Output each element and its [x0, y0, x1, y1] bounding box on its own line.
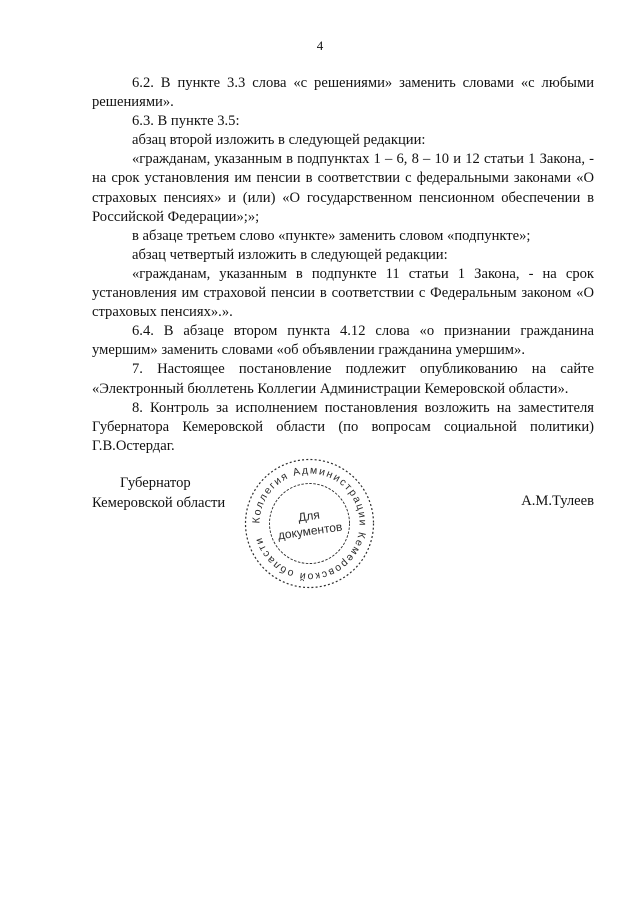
official-seal — [242, 456, 377, 591]
paragraph: в абзаце третьем слово «пункте» заменить словом «подпункте»; — [132, 227, 531, 244]
paragraph: 8. Контроль за исполнением постановления возложить на заместителя Губернатора Кемеровской области (по вопросам социальной политики) Г.В.Остердаг. — [92, 399, 594, 454]
paragraph: «гражданам, указанным в подпункте 11 статьи 1 Закона, - на срок установления им страховой пенсии в соответствии с Федеральным законом «О страховых пенсиях».». — [92, 265, 594, 321]
page-number: 4 — [316, 38, 324, 53]
signatory-title-line2: Кемеровской области — [92, 494, 226, 511]
paragraph: 6.2. В пункте 3.3 слова «с решениями» заменить словами «с любыми решениями». — [92, 75, 594, 111]
paragraph: абзац второй изложить в следующей редакции: — [132, 132, 426, 149]
seal-ring-textpath: Коллегия Администрации Кемеровской области — [250, 464, 369, 583]
paragraph: абзац четвертый изложить в следующей редакции: — [132, 246, 448, 263]
paragraph: 7. Настоящее постановление подлежит опубликованию на сайте «Электронный бюллетень Коллегии Администрации Кемеровской области». — [92, 361, 594, 397]
signatory-title — [92, 474, 242, 513]
seal-center-line2: документов — [276, 519, 344, 543]
paragraph: «гражданам, указанным в подпунктах 1 – 6, 8 – 10 и 12 статьи 1 Закона, - на срок установления им пенсии в соответствии с федеральными законами «О страховых пенсиях» и (или) «О государственном пенсионном обеспечении в Российской Федерации»;»; — [92, 151, 594, 225]
paragraph: 6.4. В абзаце втором пункта 4.12 слова «о признании гражданина умершим» заменить словами «об объявлении гражданина умершим». — [92, 323, 594, 359]
document-body — [92, 74, 594, 456]
signatory-name: А.М.Тулеев — [521, 493, 594, 509]
signatory-title-line1: Губернатор — [120, 475, 191, 491]
paragraph: 6.3. В пункте 3.5: — [132, 113, 240, 130]
seal-center-line1: Для — [297, 507, 321, 525]
